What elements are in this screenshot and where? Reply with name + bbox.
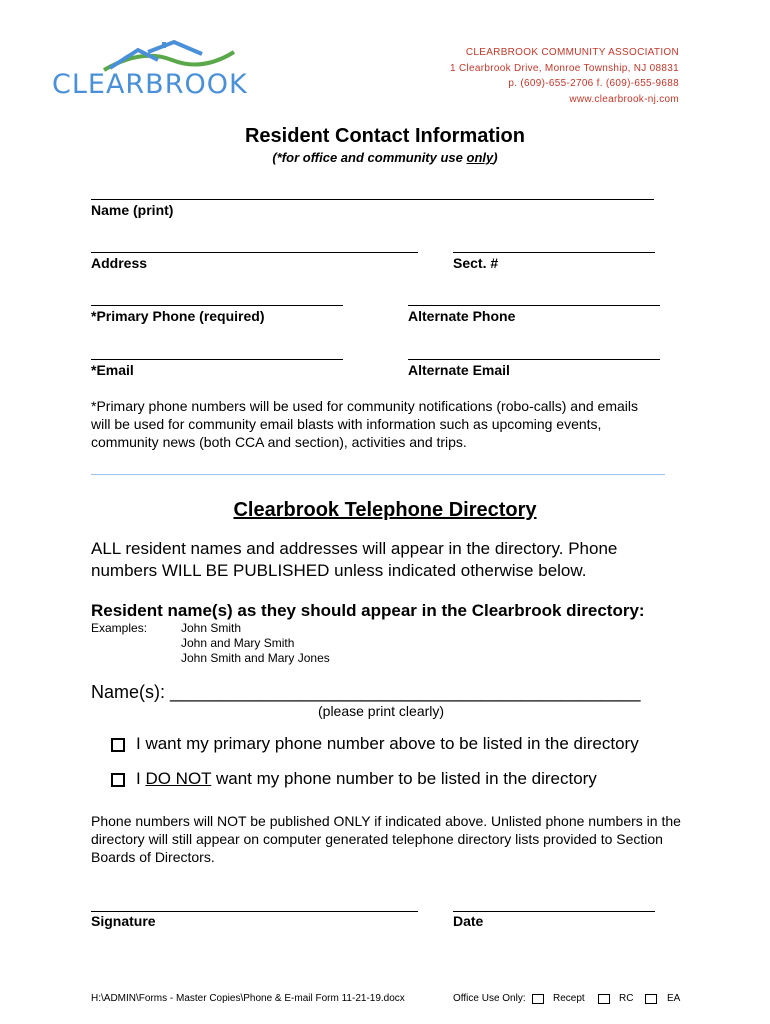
org-website: www.clearbrook-nj.com: [569, 94, 679, 105]
names-underscores: _______________________________________________: [170, 682, 641, 702]
file-path: H:\ADMIN\Forms - Master Copies\Phone & E-mail Form 11-21-19.docx: [91, 993, 405, 1004]
section-divider: [91, 474, 665, 475]
name-line[interactable]: [91, 199, 654, 200]
example-3: John Smith and Mary Jones: [181, 651, 330, 665]
contact-note: *Primary phone numbers will be used for community notifications (robo-calls) and emails will be used for community email blasts with information such as upcoming events, community news (both CCA and section), activities and trips.: [91, 398, 639, 450]
example-2: John and Mary Smith: [181, 636, 295, 650]
directory-intro: ALL resident names and addresses will appear in the directory. Phone numbers WILL BE PUBLISHED unless indicated otherwise below.: [91, 539, 618, 580]
names-heading: Resident name(s) as they should appear in the Clearbrook directory:: [91, 601, 645, 620]
names-label: Name(s):: [91, 682, 166, 702]
listed-option-label: I want my primary phone number above to be listed in the directory: [136, 734, 639, 753]
org-address: 1 Clearbrook Drive, Monroe Township, NJ 08831: [450, 63, 679, 74]
name-label: Name (print): [91, 202, 174, 218]
alternate-phone-label: Alternate Phone: [408, 308, 516, 324]
alternate-email-label: Alternate Email: [408, 362, 510, 378]
primary-phone-label: *Primary Phone (required): [91, 308, 265, 324]
disclaimer: Phone numbers will NOT be published ONLY if indicated above. Unlisted phone numbers in the directory will still appear on computer generated telephone directory lists provided to Section Boards of Directors.: [91, 813, 681, 865]
primary-phone-line[interactable]: [91, 305, 343, 306]
rc-checkbox[interactable]: [598, 994, 610, 1004]
receipt-label: Recept: [553, 993, 585, 1004]
receipt-checkbox[interactable]: [532, 994, 544, 1004]
listed-checkbox[interactable]: [111, 738, 125, 752]
print-hint: (please print clearly): [318, 703, 445, 719]
section-label: Sect. #: [453, 255, 499, 271]
email-line[interactable]: [91, 359, 343, 360]
unlisted-option-label: I DO NOT want my phone number to be listed in the directory: [136, 769, 597, 788]
directory-title: Clearbrook Telephone Directory: [233, 499, 537, 521]
email-label: *Email: [91, 362, 134, 378]
date-label: Date: [453, 913, 484, 929]
office-use-label: Office Use Only:: [453, 993, 526, 1004]
clearbrook-logo: [52, 38, 262, 98]
ea-label: EA: [667, 993, 681, 1004]
address-label: Address: [91, 255, 148, 271]
examples-label: Examples:: [91, 621, 148, 635]
rc-label: RC: [619, 993, 634, 1004]
org-name: CLEARBROOK COMMUNITY ASSOCIATION: [465, 47, 679, 58]
signature-line[interactable]: [91, 911, 418, 912]
ea-checkbox[interactable]: [645, 994, 657, 1004]
section-line[interactable]: [453, 252, 655, 253]
page-title: Resident Contact Information: [244, 125, 525, 147]
logo-text: CLEARBROOK: [52, 69, 248, 100]
alternate-email-line[interactable]: [408, 359, 660, 360]
example-1: John Smith: [181, 621, 242, 635]
names-field[interactable]: [91, 682, 641, 703]
org-phones: p. (609)-655-2706 f. (609)-655-9688: [508, 78, 679, 89]
address-line[interactable]: [91, 252, 418, 253]
alternate-phone-line[interactable]: [408, 305, 660, 306]
page-subtitle: (*for office and community use only): [272, 150, 498, 165]
unlisted-checkbox[interactable]: [111, 773, 125, 787]
signature-label: Signature: [91, 913, 156, 929]
date-line[interactable]: [453, 911, 655, 912]
